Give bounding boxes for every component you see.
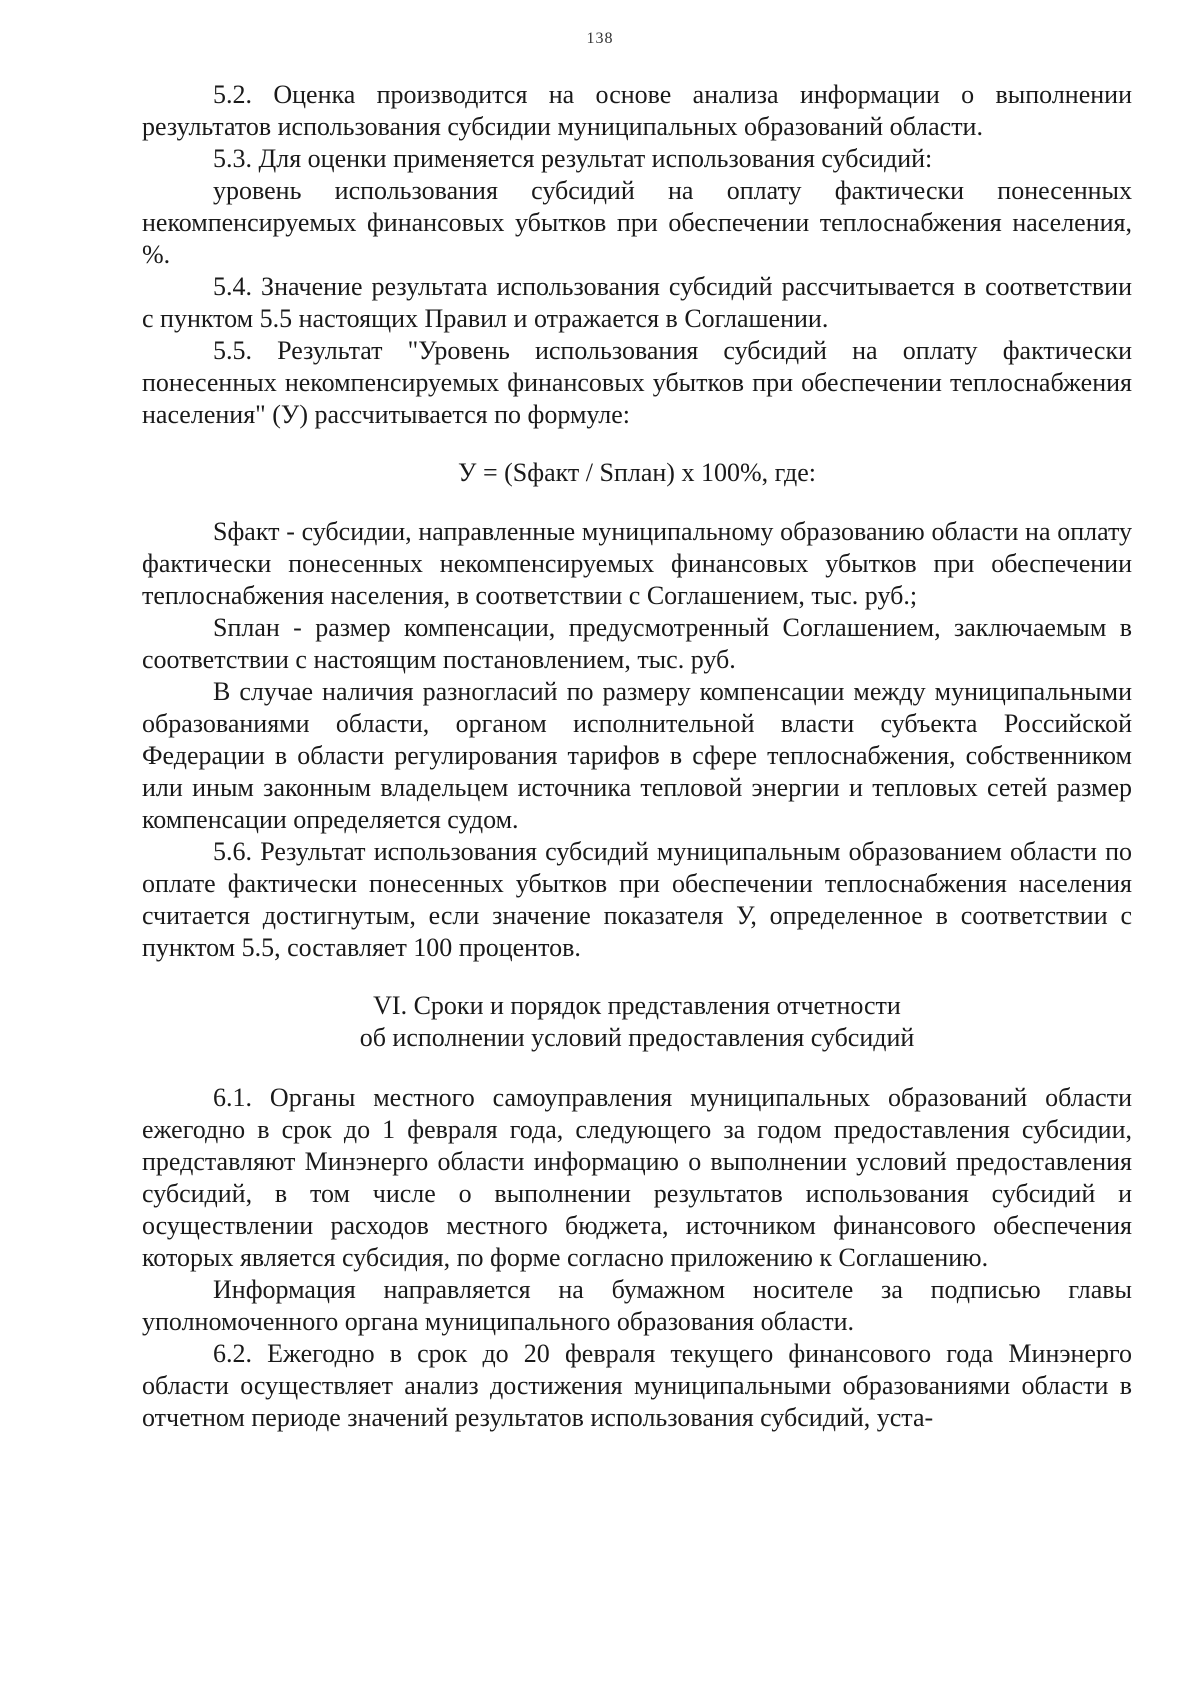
paragraph: В случае наличия разногласий по размеру компенсации между муниципальными образованиями области, органом исполнительной власти субъекта Российской Федерации в области регулирования тарифов в сфере теплоснабжения, собственником или иным законным владельцем источника тепловой энергии и тепловых сетей размер компенсации определяется судом. bbox=[142, 677, 1132, 834]
page-number: 138 bbox=[586, 30, 614, 47]
paragraph: 5.2. Оценка производится на основе анализа информации о выполнении результатов использования субсидии муниципальных образований области. bbox=[142, 80, 1132, 141]
section-heading-line: об исполнении условий предоставления субсидий bbox=[359, 1023, 915, 1052]
paragraph: 6.2. Ежегодно в срок до 20 февраля текущего финансового года Минэнерго области осуществляет анализ достижения муниципальными образованиями области в отчетном периоде значений результатов использования субсидий, уста- bbox=[142, 1339, 1132, 1432]
section-heading-line: VI. Сроки и порядок представления отчетности bbox=[373, 991, 901, 1020]
document-body bbox=[142, 79, 1132, 1434]
section-heading bbox=[142, 990, 1132, 1054]
paragraph: 5.5. Результат "Уровень использования субсидий на оплату фактически понесенных некомпенсируемых финансовых убытков при обеспечении теплоснабжения населения" (У) рассчитывается по формуле: bbox=[142, 336, 1132, 429]
formula: У = (Sфакт / Sплан) х 100%, где: bbox=[458, 458, 816, 487]
paragraph: уровень использования субсидий на оплату фактически понесенных некомпенсируемых финансовых убытков при обеспечении теплоснабжения населения, %. bbox=[142, 176, 1132, 269]
paragraph: 5.4. Значение результата использования субсидий рассчитывается в соответствии с пунктом 5.5 настоящих Правил и отражается в Соглашении. bbox=[142, 272, 1132, 333]
paragraph: Sфакт - субсидии, направленные муниципальному образованию области на оплату фактически понесенных некомпенсируемых финансовых убытков при обеспечении теплоснабжения населения, в соответствии с Соглашением, тыс. руб.; bbox=[142, 517, 1132, 610]
paragraph: 5.6. Результат использования субсидий муниципальным образованием области по оплате фактически понесенных убытков при обеспечении теплоснабжения населения считается достигнутым, если значение показателя У, определенное в соответствии с пунктом 5.5, составляет 100 процентов. bbox=[142, 837, 1132, 962]
paragraph: Информация направляется на бумажном носителе за подписью главы уполномоченного органа муниципального образования области. bbox=[142, 1275, 1132, 1336]
paragraph: 6.1. Органы местного самоуправления муниципальных образований области ежегодно в срок до 1 февраля года, следующего за годом предоставления субсидии, представляют Минэнерго области информацию о выполнении условий предоставления субсидий, в том числе о выполнении результатов использования субсидий и осуществлении расходов местного бюджета, источником финансового обеспечения которых является субсидия, по форме согласно приложению к Соглашению. bbox=[142, 1083, 1132, 1272]
paragraph: Sплан - размер компенсации, предусмотренный Соглашением, заключаемым в соответствии с настоящим постановлением, тыс. руб. bbox=[142, 613, 1132, 674]
paragraph: 5.3. Для оценки применяется результат использования субсидий: bbox=[213, 144, 933, 173]
